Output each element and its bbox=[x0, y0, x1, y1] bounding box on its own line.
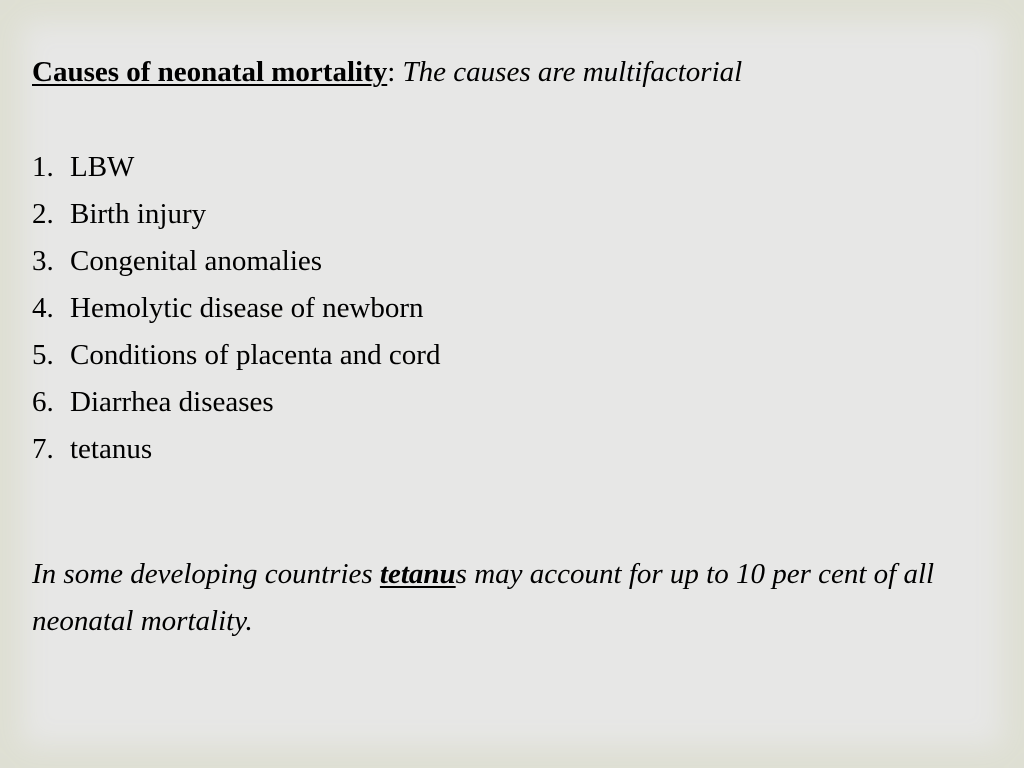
list-item-label: Diarrhea diseases bbox=[70, 386, 274, 418]
list-item-number: 5. bbox=[32, 339, 54, 371]
list-item-label: Birth injury bbox=[70, 198, 207, 230]
heading-separator: : bbox=[387, 56, 396, 88]
causes-list bbox=[32, 144, 440, 473]
list-item-number: 6. bbox=[32, 386, 54, 418]
list-item-number: 2. bbox=[32, 198, 54, 230]
footnote-emphasis: tetanu bbox=[379, 558, 456, 590]
list-item bbox=[32, 238, 440, 285]
list-item-label: LBW bbox=[70, 151, 135, 183]
list-item bbox=[32, 191, 440, 238]
list-item bbox=[32, 379, 440, 426]
list-item bbox=[32, 144, 440, 191]
list-item bbox=[32, 426, 440, 473]
footnote-suffix: s may account for up to 10 per cent of all neonatal mortality. bbox=[32, 558, 935, 637]
list-item-number: 4. bbox=[32, 292, 54, 324]
list-item bbox=[32, 285, 440, 332]
list-item-label: Conditions of placenta and cord bbox=[70, 339, 441, 371]
list-item bbox=[32, 332, 440, 379]
footnote-prefix: In some developing countries bbox=[32, 558, 380, 590]
heading-title: Causes of neonatal mortality bbox=[32, 56, 388, 88]
list-item-number: 7. bbox=[32, 433, 54, 465]
heading-subtitle: The causes are multifactorial bbox=[402, 56, 743, 88]
slide-heading bbox=[32, 52, 742, 92]
list-item-label: Hemolytic disease of newborn bbox=[70, 292, 424, 324]
footnote-paragraph bbox=[32, 551, 992, 645]
list-item-number: 3. bbox=[32, 245, 54, 277]
list-item-label: tetanus bbox=[70, 433, 153, 465]
list-item-label: Congenital anomalies bbox=[70, 245, 323, 277]
list-item-number: 1. bbox=[32, 151, 54, 183]
